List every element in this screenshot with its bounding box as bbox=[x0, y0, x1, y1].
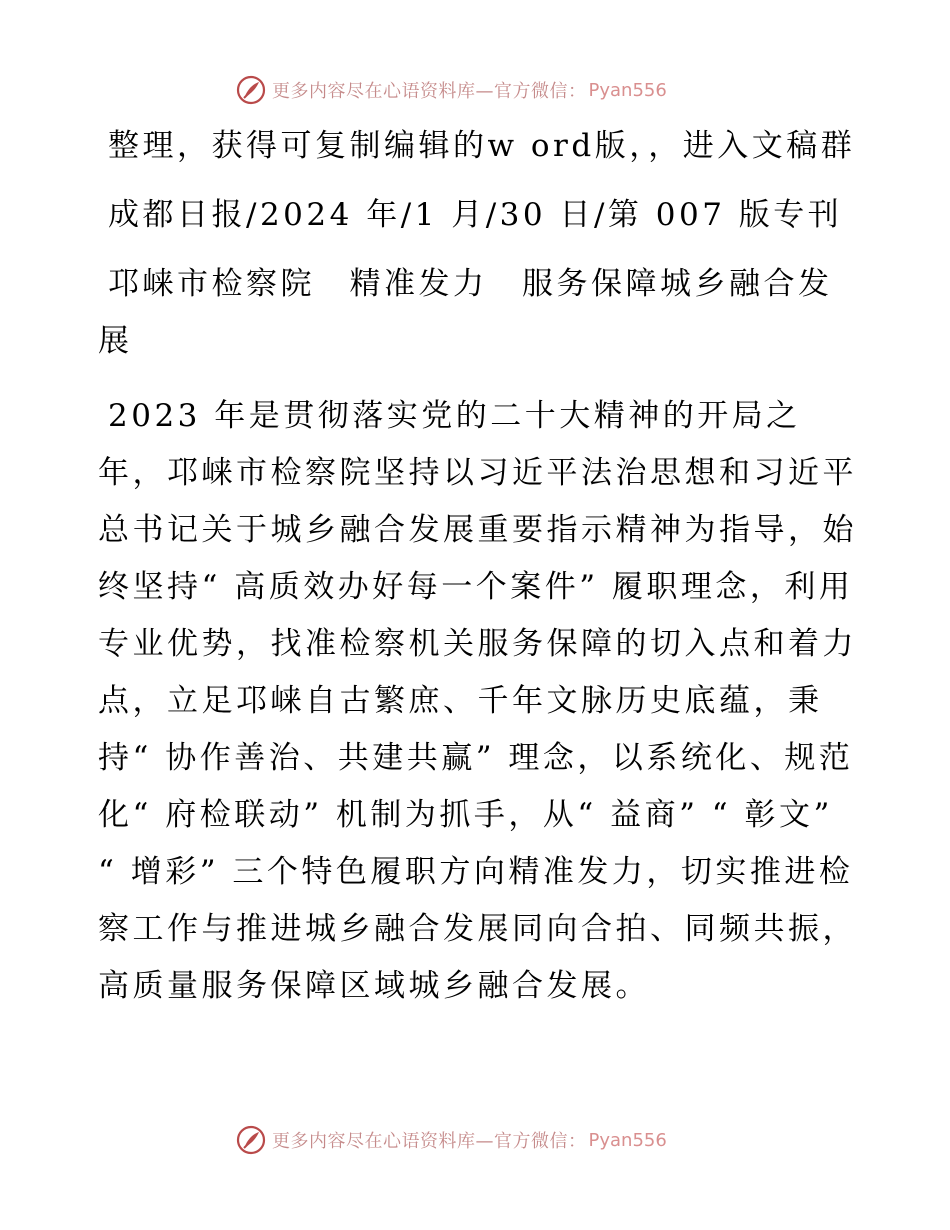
feather-pen-logo-icon bbox=[236, 75, 266, 105]
article-title: 邛崃市检察院 精准发力 服务保障城乡融合发展 bbox=[98, 266, 833, 359]
document-body bbox=[98, 118, 858, 1027]
watermark-account: Pyan556 bbox=[588, 79, 667, 101]
source-line: 成都日报/2024 年/1 月/30 日/第 007 版专刊 bbox=[108, 197, 843, 233]
intro-line: 整理，获得可复制编辑的w ord版，，进入文稿群 bbox=[108, 128, 856, 164]
watermark-text: 更多内容尽在心语资料库—官方微信： bbox=[272, 81, 587, 102]
header-watermark bbox=[236, 73, 667, 107]
body-paragraph: 2023 年是贯彻落实党的二十大精神的开局之年，邛崃市检察院坚持以习近平法治思想和习近平总书记关于城乡融合发展重要指示精神为指导，始终坚持“ 高质效办好每一个案件” 履职理念，利用专业优势，找准检察机关服务保障的切入点和着力点，立足邛崃自古繁庶、千年文脉历史底蕴，秉持“ 协作善治、共建共赢” 理念，以系统化、规范化“ 府检联动” 机制为抓手，从“ 益商” “ 彰文” “ 增彩” 三个特色履职方向精准发力，切实推进检察工作与推进城乡融合发展同向合拍、同频共振，高质量服务保障区域城乡融合发展。 bbox=[98, 398, 857, 1004]
watermark-account: Pyan556 bbox=[588, 1129, 667, 1151]
footer-watermark bbox=[236, 1123, 667, 1157]
feather-pen-logo-icon bbox=[236, 1125, 266, 1155]
watermark-text: 更多内容尽在心语资料库—官方微信： bbox=[272, 1131, 587, 1152]
